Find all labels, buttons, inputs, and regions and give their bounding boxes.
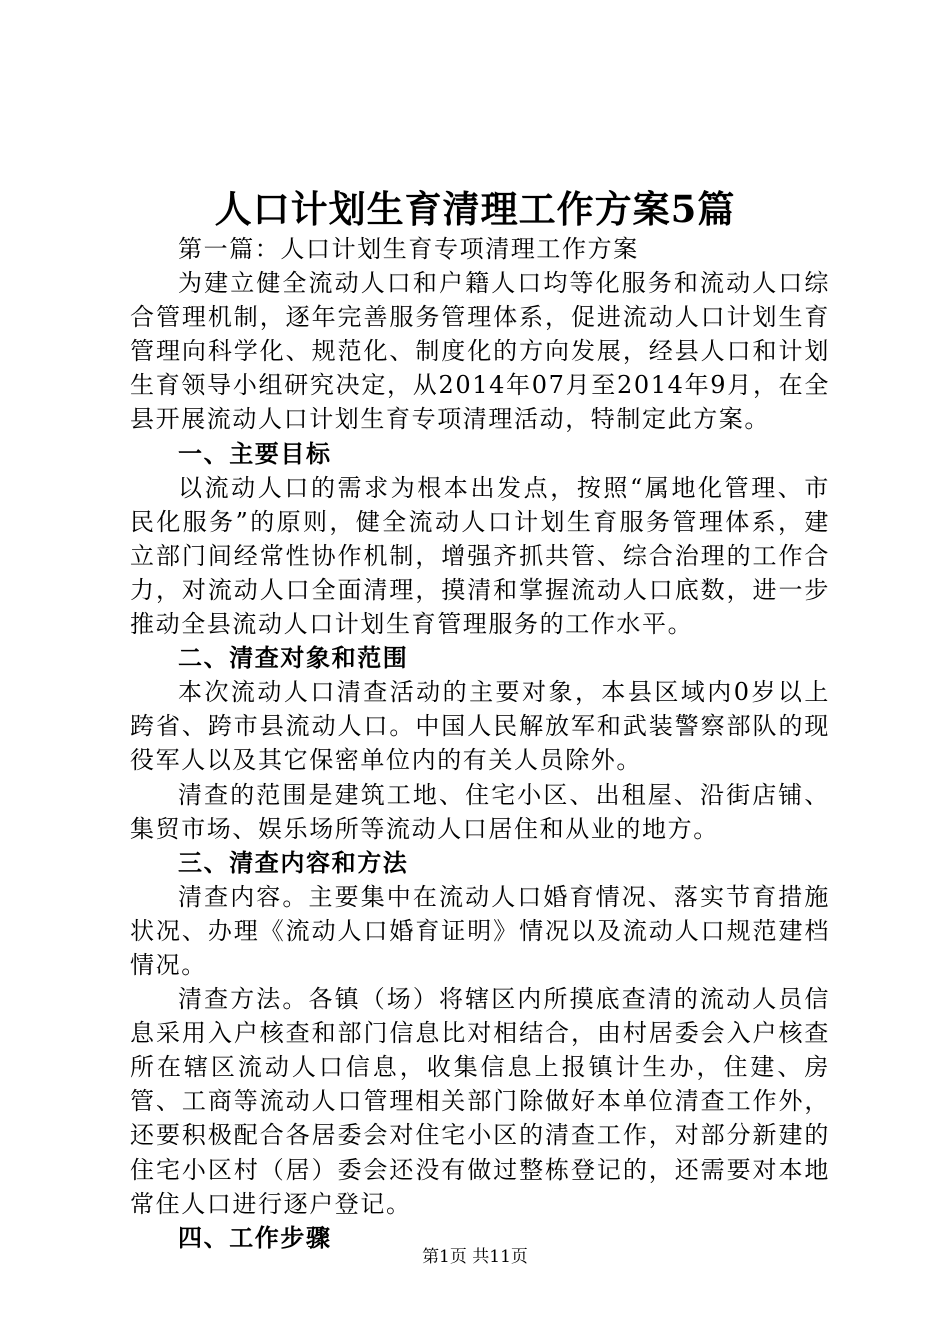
page-footer: 第1页 共11页 [422,1247,528,1267]
body-paragraph: 清查的范围是建筑工地、住宅小区、出租屋、沿街店铺、集贸市场、娱乐场所等流动人口居住和从业的地方。 [130,780,830,843]
section-title: 第一篇：人口计划生育专项清理工作方案 [178,235,639,263]
body-paragraph: 为建立健全流动人口和户籍人口均等化服务和流动人口综合管理机制，逐年完善服务管理体系，促进流动人口计划生育管理向科学化、规范化、制度化的方向发展，经县人口和计划生育领导小组研究决定，从2014年07月至2014年9月，在全县开展流动人口计划生育专项清理活动，特制定此方案。 [130,269,830,434]
body-paragraph: 本次流动人口清查活动的主要对象，本县区域内0岁以上跨省、跨市县流动人口。中国人民解放军和武装警察部队的现役军人以及其它保密单位内的有关人员除外。 [130,678,830,775]
document-title: 人口计划生育清理工作方案5篇 [214,187,736,231]
document-body [130,232,830,1255]
body-paragraph: 清查方法。各镇（场）将辖区内所摸底查清的流动人员信息采用入户核查和部门信息比对相结合，由村居委会入户核查所在辖区流动人口信息，收集信息上报镇计生办，住建、房管、工商等流动人口管理相关部门除做好本单位清查工作外，还要积极配合各居委会对住宅小区的清查工作，对部分新建的住宅小区村（居）委会还没有做过整栋登记的，还需要对本地常住人口进行逐户登记。 [130,985,830,1218]
section-heading: 一、主要目标 [178,438,332,468]
body-paragraph: 清查内容。主要集中在流动人口婚育情况、落实节育措施状况、办理《流动人口婚育证明》情况以及流动人口规范建档情况。 [130,882,830,979]
section-heading: 二、清查对象和范围 [178,643,409,673]
section-heading: 三、清查内容和方法 [178,847,409,877]
section-heading: 四、工作步骤 [178,1222,332,1252]
body-paragraph: 以流动人口的需求为根本出发点，按照“属地化管理、市民化服务”的原则，健全流动人口计划生育服务管理体系，建立部门间经常性协作机制，增强齐抓共管、综合治理的工作合力，对流动人口全面清理，摸清和掌握流动人口底数，进一步推动全县流动人口计划生育管理服务的工作水平。 [130,473,830,639]
